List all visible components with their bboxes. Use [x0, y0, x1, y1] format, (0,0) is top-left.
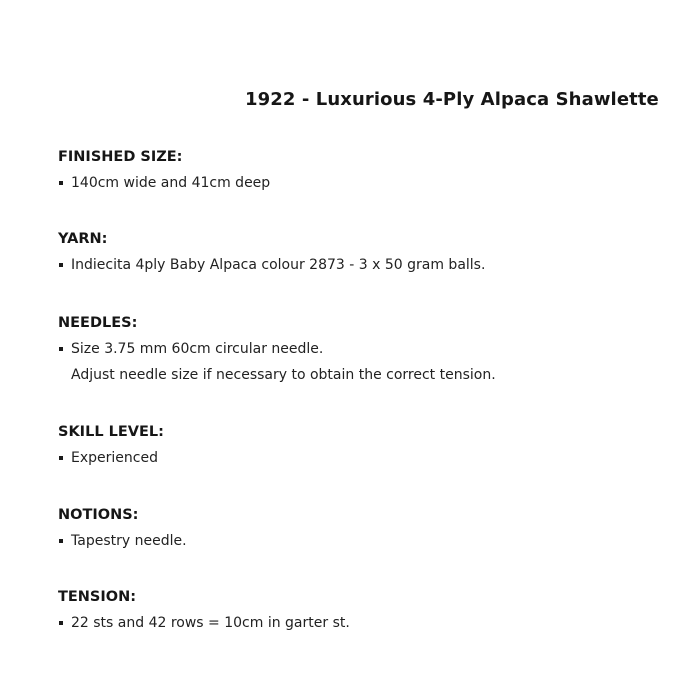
section-finished-size — [58, 148, 270, 192]
bullet-icon — [59, 347, 63, 351]
list-item — [58, 340, 496, 358]
section-yarn — [58, 230, 485, 274]
section-heading: NEEDLES: — [58, 315, 138, 331]
section-heading: TENSION: — [58, 589, 137, 605]
section-heading: FINISHED SIZE: — [58, 149, 183, 165]
bullet-icon — [59, 539, 63, 543]
bullet-icon — [59, 181, 63, 185]
list-item — [58, 449, 164, 467]
section-skill-level — [58, 423, 164, 467]
item-text: Tapestry needle. — [71, 533, 187, 549]
page-title: 1922 - Luxurious 4-Ply Alpaca Shawlette — [245, 89, 659, 110]
section-heading: YARN: — [58, 231, 108, 247]
item-text: 22 sts and 42 rows = 10cm in garter st. — [71, 615, 350, 631]
list-item — [58, 532, 187, 550]
bullet-icon — [59, 263, 63, 267]
bullet-icon — [59, 621, 63, 625]
section-tension — [58, 588, 350, 632]
section-needles — [58, 314, 496, 384]
list-item — [58, 174, 270, 192]
item-text: 140cm wide and 41cm deep — [71, 175, 271, 191]
list-item — [58, 614, 350, 632]
item-text: Indiecita 4ply Baby Alpaca colour 2873 - 3 x 50 gram balls. — [71, 257, 486, 273]
bullet-icon — [59, 456, 63, 460]
section-heading: SKILL LEVEL: — [58, 424, 164, 440]
item-text: Experienced — [71, 450, 158, 466]
item-text: Size 3.75 mm 60cm circular needle. — [71, 341, 324, 357]
section-heading: NOTIONS: — [58, 507, 139, 523]
list-item — [58, 256, 485, 274]
item-continuation: Adjust needle size if necessary to obtain the correct tension. — [71, 367, 496, 383]
section-notions — [58, 506, 187, 550]
